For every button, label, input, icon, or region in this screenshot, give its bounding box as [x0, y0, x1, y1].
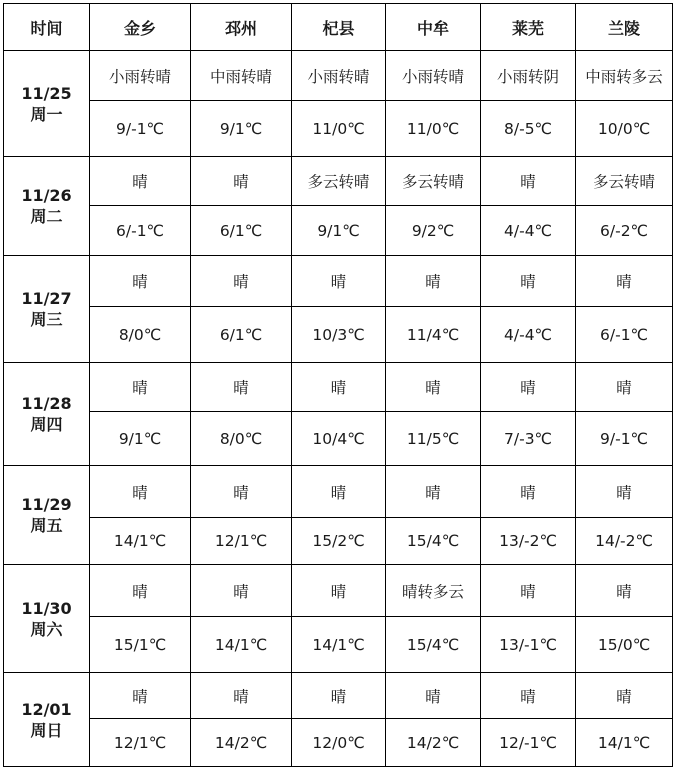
- date-cell: [4, 51, 90, 157]
- temperature-cell: 10/4℃: [292, 412, 386, 466]
- weather-condition-cell: 多云转晴: [576, 157, 673, 206]
- temperature-row: [4, 412, 673, 466]
- temperature-cell: 7/-3℃: [481, 412, 576, 466]
- weather-condition-cell: 晴: [386, 256, 481, 307]
- weekday-label: 周日: [30, 720, 63, 740]
- date-label: 11/29: [21, 495, 72, 514]
- temperature-cell: 6/1℃: [191, 206, 292, 256]
- weather-condition-cell: 晴: [386, 466, 481, 518]
- weather-condition-cell: 晴: [481, 466, 576, 518]
- temperature-row: [4, 617, 673, 673]
- weather-condition-cell: 小雨转晴: [90, 51, 191, 101]
- temperature-cell: 14/-2℃: [576, 518, 673, 565]
- temperature-cell: 14/1℃: [292, 617, 386, 673]
- temperature-cell: 14/1℃: [191, 617, 292, 673]
- temperature-cell: 10/0℃: [576, 101, 673, 157]
- weather-condition-cell: 晴: [292, 673, 386, 719]
- temperature-row: [4, 206, 673, 256]
- weather-condition-cell: 中雨转多云: [576, 51, 673, 101]
- temperature-cell: 11/4℃: [386, 307, 481, 363]
- date-cell: [4, 565, 90, 673]
- temperature-cell: 12/1℃: [191, 518, 292, 565]
- weather-row: [4, 363, 673, 412]
- temperature-cell: 4/-4℃: [481, 206, 576, 256]
- weekday-label: 周六: [30, 619, 63, 639]
- weather-condition-cell: 中雨转晴: [191, 51, 292, 101]
- weather-condition-cell: 晴: [90, 256, 191, 307]
- weather-condition-cell: 晴: [576, 565, 673, 617]
- city-header: 兰陵: [576, 4, 673, 51]
- weather-condition-cell: 小雨转阴: [481, 51, 576, 101]
- temperature-cell: 13/-2℃: [481, 518, 576, 565]
- weekday-label: 周二: [30, 207, 63, 226]
- weekday-label: 周三: [30, 310, 63, 329]
- temperature-cell: 9/1℃: [90, 412, 191, 466]
- date-label: 11/28: [21, 394, 72, 413]
- weather-condition-cell: 晴: [191, 157, 292, 206]
- date-cell: [4, 466, 90, 565]
- temperature-cell: 14/2℃: [191, 719, 292, 767]
- temperature-cell: 9/2℃: [386, 206, 481, 256]
- date-cell: [4, 363, 90, 466]
- date-cell: [4, 157, 90, 256]
- city-header: 杞县: [292, 4, 386, 51]
- temperature-cell: 10/3℃: [292, 307, 386, 363]
- date-label: 11/26: [21, 186, 72, 205]
- temperature-cell: 15/1℃: [90, 617, 191, 673]
- header-row: [4, 4, 673, 51]
- temperature-cell: 15/4℃: [386, 617, 481, 673]
- temperature-cell: 9/-1℃: [576, 412, 673, 466]
- weather-condition-cell: 晴: [191, 466, 292, 518]
- temperature-cell: 8/-5℃: [481, 101, 576, 157]
- weather-condition-cell: 晴: [90, 565, 191, 617]
- weather-condition-cell: 晴: [292, 466, 386, 518]
- weather-condition-cell: 晴: [576, 363, 673, 412]
- weather-condition-cell: 晴: [576, 673, 673, 719]
- temperature-cell: 6/-2℃: [576, 206, 673, 256]
- weather-condition-cell: 晴: [191, 363, 292, 412]
- weekday-label: 周五: [30, 516, 63, 535]
- weather-condition-cell: 晴转多云: [386, 565, 481, 617]
- weather-condition-cell: 晴: [481, 157, 576, 206]
- weather-condition-cell: 晴: [386, 673, 481, 719]
- temperature-cell: 6/1℃: [191, 307, 292, 363]
- weather-condition-cell: 晴: [576, 256, 673, 307]
- date-label: 11/25: [21, 83, 72, 103]
- weather-condition-cell: 多云转晴: [292, 157, 386, 206]
- temperature-cell: 13/-1℃: [481, 617, 576, 673]
- weather-condition-cell: 多云转晴: [386, 157, 481, 206]
- city-header: 中牟: [386, 4, 481, 51]
- temperature-row: [4, 307, 673, 363]
- weather-condition-cell: 晴: [292, 363, 386, 412]
- weather-condition-cell: 晴: [90, 157, 191, 206]
- weather-condition-cell: 晴: [481, 565, 576, 617]
- weather-row: [4, 673, 673, 719]
- temperature-cell: 9/1℃: [292, 206, 386, 256]
- temperature-cell: 8/0℃: [90, 307, 191, 363]
- weather-condition-cell: 小雨转晴: [386, 51, 481, 101]
- temperature-cell: 9/-1℃: [90, 101, 191, 157]
- temperature-row: [4, 101, 673, 157]
- temperature-cell: 12/-1℃: [481, 719, 576, 767]
- weather-condition-cell: 晴: [292, 565, 386, 617]
- temperature-cell: 15/2℃: [292, 518, 386, 565]
- temperature-cell: 14/1℃: [576, 719, 673, 767]
- temperature-cell: 6/-1℃: [576, 307, 673, 363]
- weekday-label: 周一: [30, 104, 63, 124]
- weather-row: [4, 157, 673, 206]
- weather-condition-cell: 晴: [481, 673, 576, 719]
- temperature-row: [4, 719, 673, 767]
- time-header: 时间: [4, 4, 90, 51]
- weather-condition-cell: 晴: [191, 256, 292, 307]
- city-header: 莱芜: [481, 4, 576, 51]
- weather-condition-cell: 晴: [90, 363, 191, 412]
- temperature-cell: 9/1℃: [191, 101, 292, 157]
- weather-row: [4, 466, 673, 518]
- date-label: 11/30: [21, 598, 72, 618]
- weather-condition-cell: 晴: [292, 256, 386, 307]
- weather-row: [4, 51, 673, 101]
- temperature-cell: 11/0℃: [386, 101, 481, 157]
- weather-condition-cell: 晴: [191, 673, 292, 719]
- date-cell: [4, 256, 90, 363]
- weather-condition-cell: 晴: [90, 673, 191, 719]
- weather-condition-cell: 晴: [576, 466, 673, 518]
- temperature-cell: 15/4℃: [386, 518, 481, 565]
- weather-forecast-table: [3, 3, 673, 767]
- weather-condition-cell: 小雨转晴: [292, 51, 386, 101]
- city-header: 金乡: [90, 4, 191, 51]
- temperature-cell: 11/5℃: [386, 412, 481, 466]
- temperature-cell: 12/0℃: [292, 719, 386, 767]
- weather-condition-cell: 晴: [191, 565, 292, 617]
- temperature-cell: 8/0℃: [191, 412, 292, 466]
- temperature-cell: 14/1℃: [90, 518, 191, 565]
- weekday-label: 周四: [30, 415, 63, 434]
- weather-condition-cell: 晴: [90, 466, 191, 518]
- temperature-cell: 15/0℃: [576, 617, 673, 673]
- date-label: 11/27: [21, 289, 72, 308]
- temperature-cell: 14/2℃: [386, 719, 481, 767]
- weather-condition-cell: 晴: [481, 256, 576, 307]
- temperature-cell: 11/0℃: [292, 101, 386, 157]
- temperature-cell: 6/-1℃: [90, 206, 191, 256]
- temperature-row: [4, 518, 673, 565]
- weather-condition-cell: 晴: [386, 363, 481, 412]
- weather-row: [4, 256, 673, 307]
- date-cell: [4, 673, 90, 767]
- temperature-cell: 12/1℃: [90, 719, 191, 767]
- date-label: 12/01: [21, 699, 72, 719]
- temperature-cell: 4/-4℃: [481, 307, 576, 363]
- weather-condition-cell: 晴: [481, 363, 576, 412]
- weather-row: [4, 565, 673, 617]
- city-header: 邳州: [191, 4, 292, 51]
